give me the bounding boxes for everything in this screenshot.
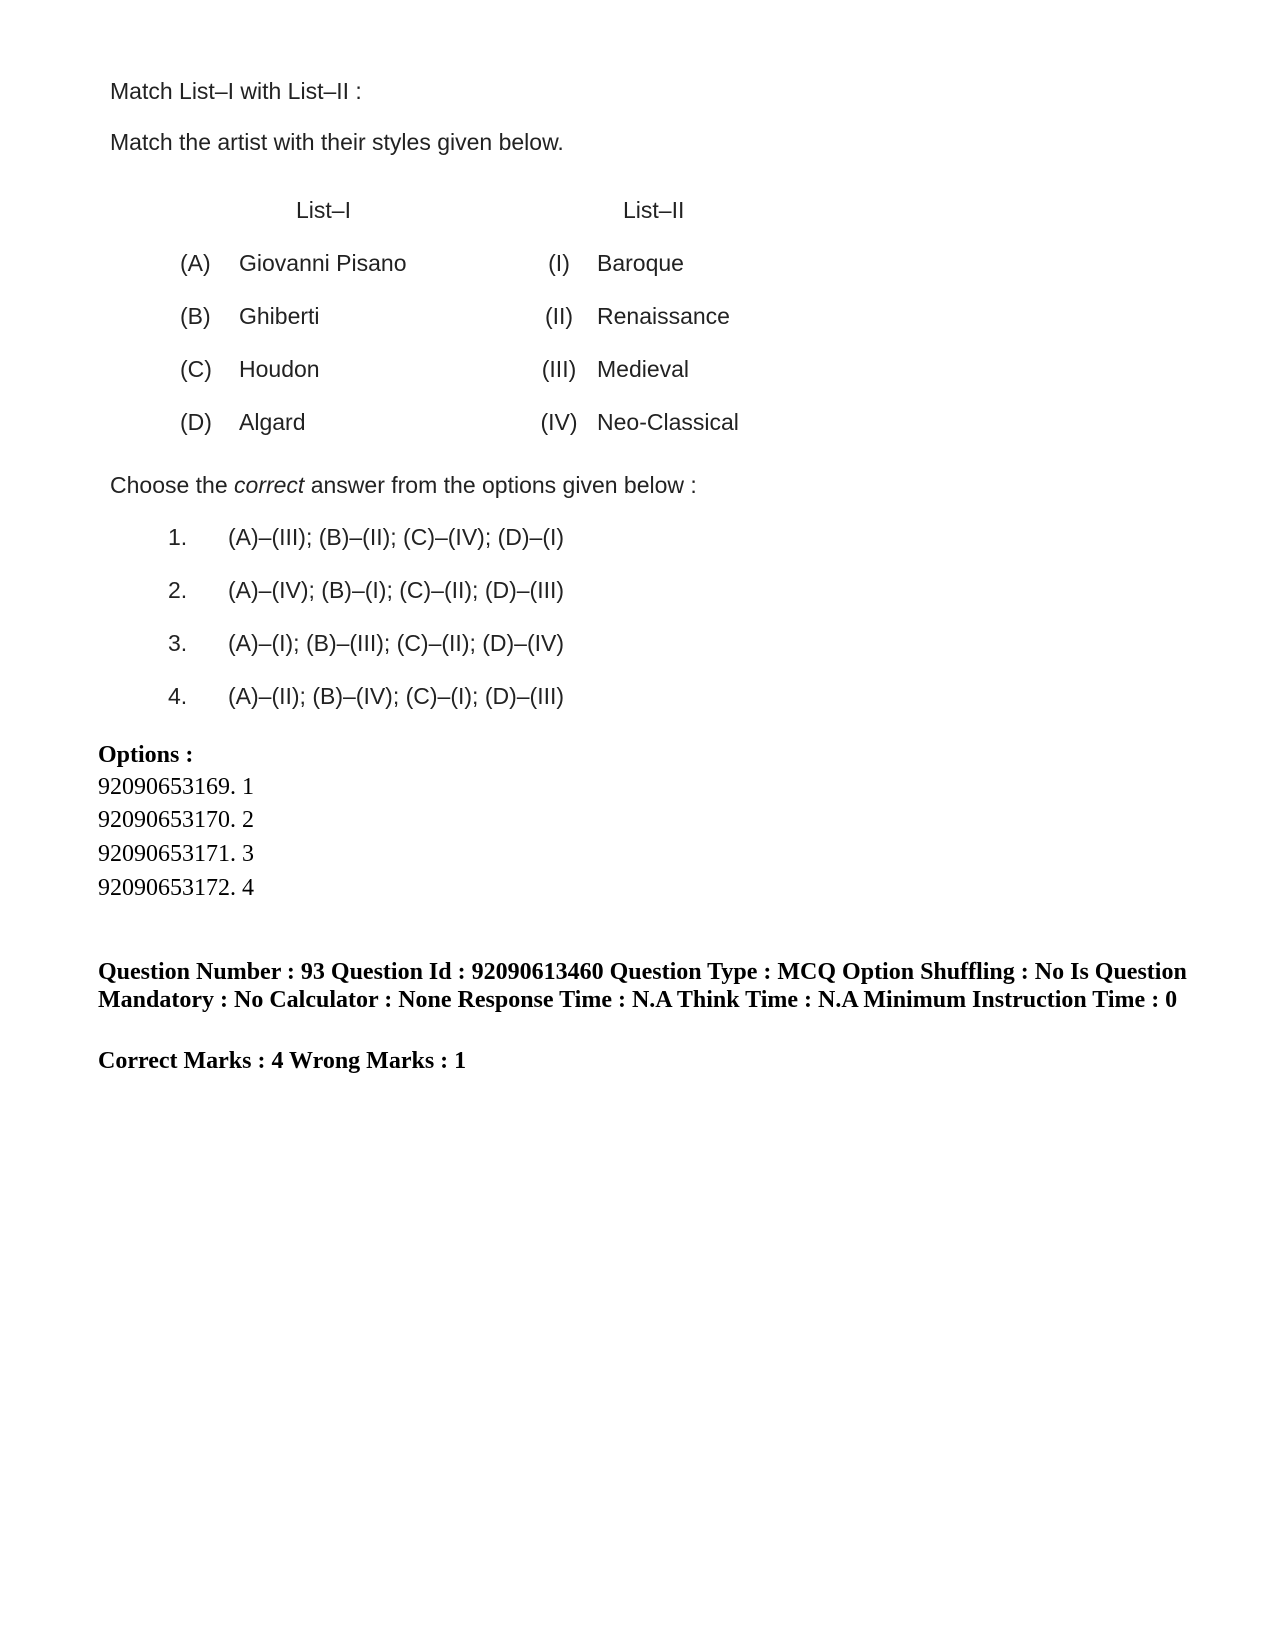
choose-emphasis: correct: [234, 472, 305, 498]
row-artist: Algard: [239, 409, 306, 435]
row-style: Neo-Classical: [597, 409, 739, 435]
row-letter: (A): [180, 250, 211, 276]
answer-text: (A)–(I); (B)–(III); (C)–(II); (D)–(IV): [228, 630, 565, 656]
row-style: Medieval: [597, 356, 690, 382]
choose-before: Choose the: [110, 472, 235, 498]
row-roman: (IV): [540, 409, 578, 435]
question-metadata: Question Number : 93 Question Id : 92090613460 Question Type : MCQ Option Shuffling : No Is Question Mandatory : No Calculator : None Response Time : N.A Think Time : N.A Minimum Instruction Time : 0: [98, 959, 1187, 1013]
row-letter: (D): [180, 409, 212, 435]
row-roman: (I): [548, 250, 570, 276]
answer-number: 1.: [168, 524, 188, 550]
row-roman: (II): [544, 303, 574, 329]
answer-number: 3.: [168, 630, 188, 656]
row-artist: Ghiberti: [239, 303, 320, 329]
option-item-3: 92090653171. 3: [98, 841, 254, 867]
choose-after: answer from the options given below :: [304, 472, 697, 498]
match-row-d: [0, 409, 1275, 439]
list-1-header: List–I: [296, 197, 351, 223]
row-style: Renaissance: [597, 303, 730, 329]
answer-number: 2.: [168, 577, 188, 603]
match-instruction: Match List–I with List–II :: [110, 78, 362, 104]
question-prompt: Match the artist with their styles given below.: [110, 129, 564, 155]
match-row-b: [0, 303, 1275, 333]
choose-instruction: [110, 472, 697, 499]
option-item-1: 92090653169. 1: [98, 774, 254, 800]
list-2-header: List–II: [623, 197, 685, 223]
answer-text: (A)–(II); (B)–(IV); (C)–(I); (D)–(III): [228, 683, 565, 709]
row-roman: (III): [541, 356, 577, 382]
answer-text: (A)–(III); (B)–(II); (C)–(IV); (D)–(I): [228, 524, 565, 550]
match-row-a: [0, 250, 1275, 280]
match-row-c: [0, 356, 1275, 386]
options-title: Options :: [98, 742, 194, 768]
row-letter: (C): [180, 356, 212, 382]
row-letter: (B): [180, 303, 211, 329]
row-artist: Houdon: [239, 356, 320, 382]
option-item-2: 92090653170. 2: [98, 807, 254, 833]
option-item-4: 92090653172. 4: [98, 875, 254, 901]
answer-number: 4.: [168, 683, 188, 709]
question-marks: Correct Marks : 4 Wrong Marks : 1: [98, 1048, 467, 1074]
row-artist: Giovanni Pisano: [239, 250, 407, 276]
row-style: Baroque: [597, 250, 684, 276]
answer-text: (A)–(IV); (B)–(I); (C)–(II); (D)–(III): [228, 577, 565, 603]
